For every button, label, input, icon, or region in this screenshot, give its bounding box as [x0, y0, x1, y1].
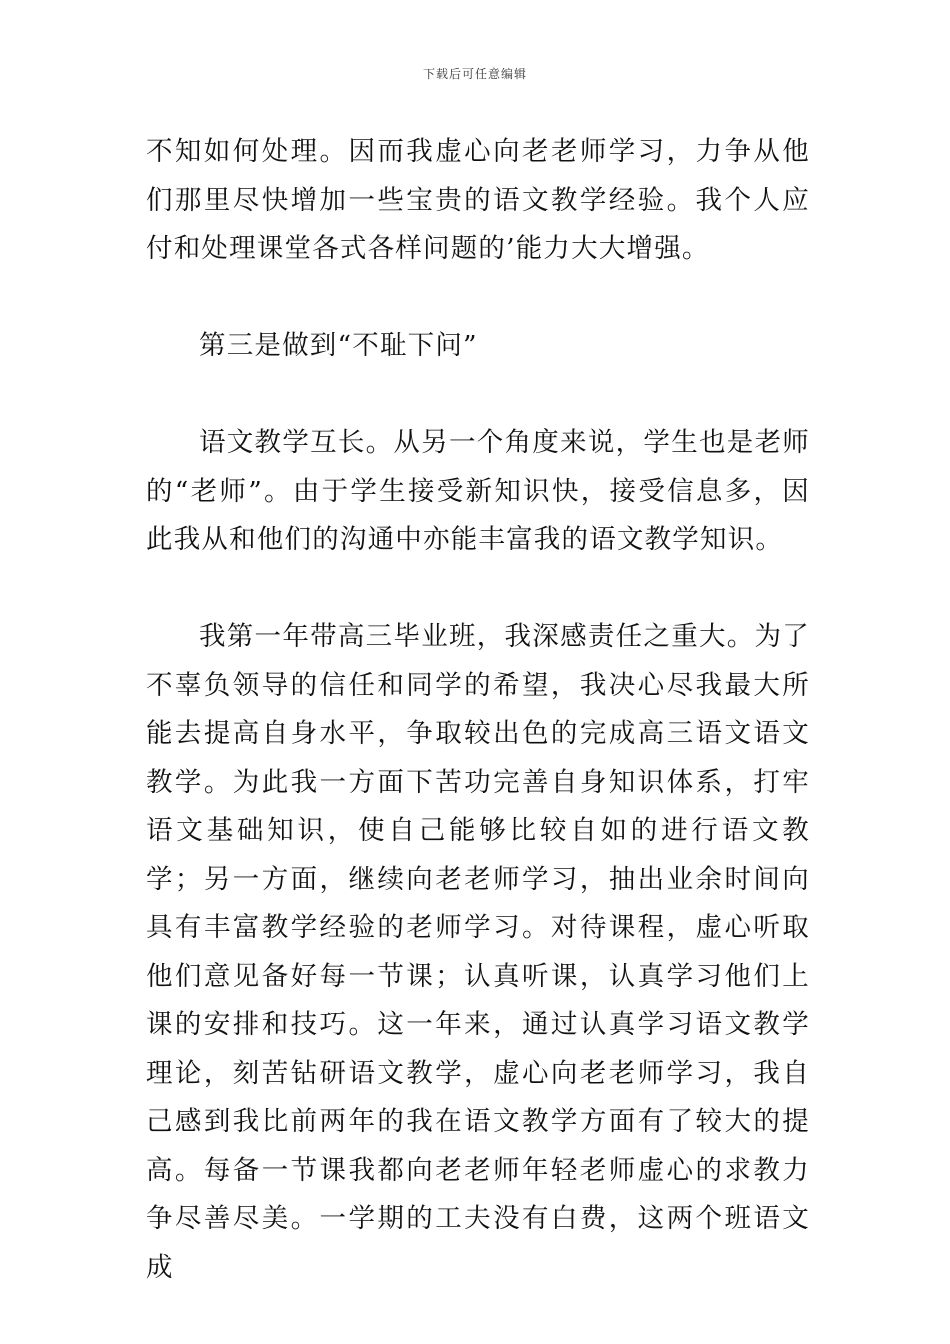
- paragraph-senior-class: 我第一年带高三毕业班，我深感责任之重大。为了不辜负领导的信任和同学的希望，我决心尽我最大所能去提高自身水平，争取较出色的完成高三语文语文教学。为此我一方面下苦功完善自身知识体系，打牢语文基础知识，使自己能够比较自如的进行语文教学；另一方面，继续向老老师学习，抽出业余时间向具有丰富教学经验的老师学习。对待课程，虚心听取他们意见备好每一节课；认真听课，认真学习他们上课的安排和技巧。这一年来，通过认真学习语文教学理论，刻苦钻研语文教学，虚心向老老师学习，我自己感到我比前两年的我在语文教学方面有了较大的提高。每备一节课我都向老老师年轻老师虚心的求教力争尽善尽美。一学期的工夫没有白费，这两个班语文成: [146, 621, 810, 1283]
- paragraph-gap: [146, 274, 810, 323]
- paragraph-subheading: 第三是做到“不耻下问”: [199, 330, 478, 361]
- paragraph-gap: [146, 371, 810, 420]
- paragraph-continued: 不知如何处理。因而我虚心向老老师学习，力争从他们那里尽快增加一些宝贵的语文教学经验。我个人应付和处理课堂各式各样问题的’能力大大增强。: [146, 136, 810, 264]
- page-header: 下载后可任意编辑: [422, 67, 527, 81]
- paragraph-gap: [146, 565, 810, 614]
- document-body: [146, 128, 810, 1292]
- paragraph-teaching: 语文教学互长。从另一个角度来说，学生也是老师的“老师”。由于学生接受新知识快，接受信息多，因此我从和他们的沟通中亦能丰富我的语文教学知识。: [146, 427, 810, 555]
